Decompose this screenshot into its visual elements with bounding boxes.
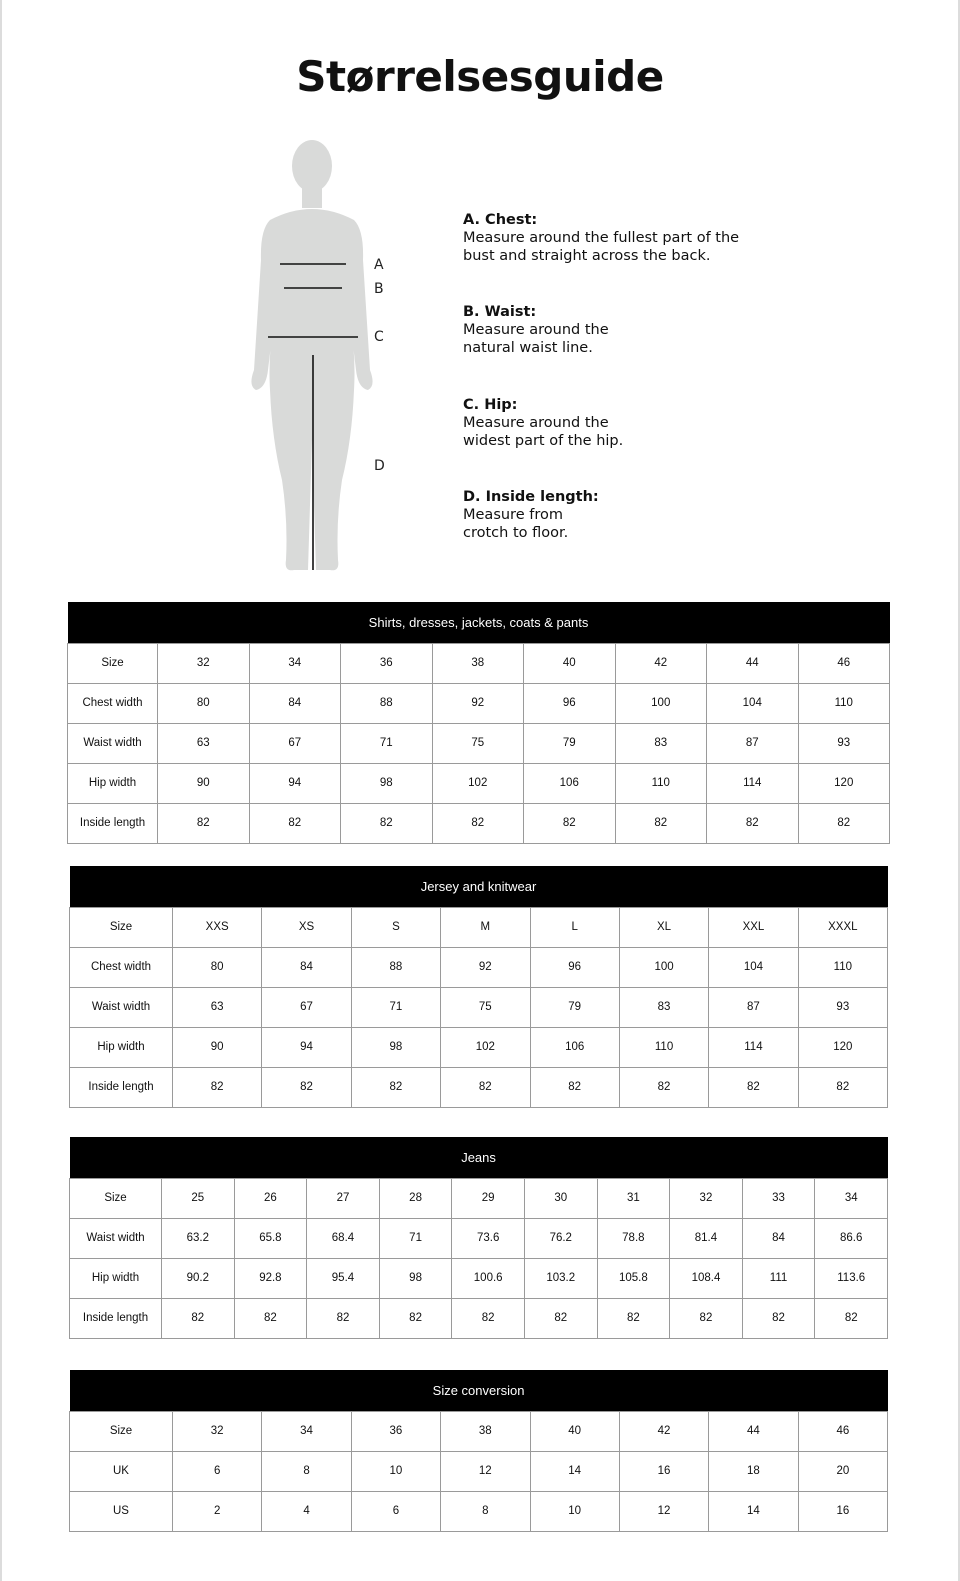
table-cell: 40 <box>530 1411 619 1451</box>
table-cell: 28 <box>379 1178 452 1218</box>
measurement-hip <box>463 396 783 450</box>
table-cell: 87 <box>707 723 799 763</box>
table-title: Jersey and knitwear <box>70 866 888 907</box>
table-cell: XL <box>619 907 708 947</box>
table-cell: 114 <box>709 1027 798 1067</box>
table-cell: 82 <box>452 1298 525 1338</box>
row-label: Size <box>70 1411 173 1451</box>
table-cell: 42 <box>615 643 707 683</box>
measurement-title: D. Inside length: <box>463 489 599 505</box>
table-cell: 14 <box>709 1491 798 1531</box>
table-cell: 79 <box>530 987 619 1027</box>
table-cell: 120 <box>798 1027 887 1067</box>
table-cell: L <box>530 907 619 947</box>
marker-c: C <box>374 329 384 345</box>
table-row <box>70 1027 888 1067</box>
measurement-inside-length <box>463 488 783 542</box>
table-cell: 75 <box>432 723 524 763</box>
table-cell: 10 <box>351 1451 440 1491</box>
row-label: Chest width <box>68 683 158 723</box>
table-cell: 82 <box>815 1298 888 1338</box>
measurement-body: Measure around the fullest part of the bust and straight across the back. <box>463 230 740 264</box>
body-figure <box>230 140 410 580</box>
table-cell: 63.2 <box>162 1218 235 1258</box>
table-cell: 67 <box>262 987 351 1027</box>
table-cell: 81.4 <box>670 1218 743 1258</box>
table-cell: 105.8 <box>597 1258 670 1298</box>
table-cell: 82 <box>670 1298 743 1338</box>
table-cell: 78.8 <box>597 1218 670 1258</box>
table-cell: 90 <box>173 1027 262 1067</box>
table-cell: 82 <box>707 803 799 843</box>
table-row <box>70 1218 888 1258</box>
table-row <box>68 683 890 723</box>
row-label: Waist width <box>70 987 173 1027</box>
table-cell: 93 <box>798 987 887 1027</box>
table-cell: 36 <box>341 643 433 683</box>
table-cell: 79 <box>524 723 616 763</box>
table-cell: 102 <box>441 1027 530 1067</box>
table-cell: 120 <box>798 763 890 803</box>
table-row <box>70 947 888 987</box>
row-label: Inside length <box>70 1067 173 1107</box>
table-cell: 8 <box>262 1451 351 1491</box>
table-cell: 106 <box>524 763 616 803</box>
table-cell: 20 <box>798 1451 887 1491</box>
marker-b: B <box>374 281 384 297</box>
table-row <box>70 1298 888 1338</box>
table-cell: M <box>441 907 530 947</box>
table-cell: 38 <box>432 643 524 683</box>
table-cell: 82 <box>158 803 250 843</box>
table-cell: 104 <box>709 947 798 987</box>
table-title: Size conversion <box>70 1370 888 1411</box>
table-cell: 98 <box>351 1027 440 1067</box>
table-cell: 82 <box>351 1067 440 1107</box>
table-cell: 26 <box>234 1178 307 1218</box>
table-cell: 40 <box>524 643 616 683</box>
table-cell: S <box>351 907 440 947</box>
table-cell: 16 <box>619 1451 708 1491</box>
row-label: Waist width <box>68 723 158 763</box>
table-cell: 10 <box>530 1491 619 1531</box>
table-cell: 14 <box>530 1451 619 1491</box>
row-label: UK <box>70 1451 173 1491</box>
row-label: Size <box>70 907 173 947</box>
page-title: Størrelsesguide <box>296 52 664 101</box>
body-silhouette-icon <box>230 140 410 580</box>
measurement-title: A. Chest: <box>463 212 538 228</box>
size-table-shirts <box>67 602 890 844</box>
table-cell: 104 <box>707 683 799 723</box>
table-cell: 113.6 <box>815 1258 888 1298</box>
table-cell: 46 <box>798 1411 887 1451</box>
table-cell: 100 <box>615 683 707 723</box>
table-cell: 108.4 <box>670 1258 743 1298</box>
table-cell: 110 <box>798 947 887 987</box>
table-cell: 16 <box>798 1491 887 1531</box>
table-cell: 87 <box>709 987 798 1027</box>
table-cell: 82 <box>307 1298 380 1338</box>
table-cell: 65.8 <box>234 1218 307 1258</box>
table-cell: 2 <box>173 1491 262 1531</box>
table-cell: 44 <box>707 643 799 683</box>
table-cell: 82 <box>262 1067 351 1107</box>
table-cell: 71 <box>379 1218 452 1258</box>
row-label: Hip width <box>70 1027 173 1067</box>
table-cell: 82 <box>709 1067 798 1107</box>
table-cell: 63 <box>173 987 262 1027</box>
row-label: Hip width <box>70 1258 162 1298</box>
table-title: Shirts, dresses, jackets, coats & pants <box>68 602 890 643</box>
table-cell: 80 <box>173 947 262 987</box>
table-cell: XXS <box>173 907 262 947</box>
table-cell: 95.4 <box>307 1258 380 1298</box>
table-cell: 110 <box>619 1027 708 1067</box>
table-cell: 44 <box>709 1411 798 1451</box>
table-cell: 12 <box>441 1451 530 1491</box>
table-cell: 110 <box>798 683 890 723</box>
table-cell: 18 <box>709 1451 798 1491</box>
table-title: Jeans <box>70 1137 888 1178</box>
table-cell: 31 <box>597 1178 670 1218</box>
measurement-title: C. Hip: <box>463 397 518 413</box>
table-cell: 82 <box>432 803 524 843</box>
table-cell: 82 <box>379 1298 452 1338</box>
row-label: Size <box>68 643 158 683</box>
table-cell: 88 <box>351 947 440 987</box>
table-cell: 98 <box>379 1258 452 1298</box>
table-cell: 82 <box>530 1067 619 1107</box>
table-cell: 75 <box>441 987 530 1027</box>
row-label: Size <box>70 1178 162 1218</box>
table-cell: 32 <box>158 643 250 683</box>
table-cell: 34 <box>815 1178 888 1218</box>
table-cell: XXXL <box>798 907 887 947</box>
row-label: Hip width <box>68 763 158 803</box>
table-row <box>70 1067 888 1107</box>
marker-d: D <box>374 458 385 474</box>
table-cell: 96 <box>530 947 619 987</box>
size-table-jersey <box>69 866 888 1108</box>
table-cell: 90 <box>158 763 250 803</box>
table-cell: 93 <box>798 723 890 763</box>
table-cell: 110 <box>615 763 707 803</box>
measurement-body: Measure from crotch to floor. <box>463 507 569 541</box>
table-cell: 98 <box>341 763 433 803</box>
table-cell: 82 <box>524 803 616 843</box>
table-cell: 36 <box>351 1411 440 1451</box>
table-cell: 71 <box>341 723 433 763</box>
measurement-body: Measure around the natural waist line. <box>463 322 609 356</box>
table-cell: 100 <box>619 947 708 987</box>
table-cell: 82 <box>619 1067 708 1107</box>
row-label: Chest width <box>70 947 173 987</box>
table-cell: XS <box>262 907 351 947</box>
table-cell: 88 <box>341 683 433 723</box>
table-cell: 82 <box>234 1298 307 1338</box>
table-cell: 32 <box>670 1178 743 1218</box>
table-cell: 82 <box>742 1298 815 1338</box>
table-cell: 92.8 <box>234 1258 307 1298</box>
table-cell: 90.2 <box>162 1258 235 1298</box>
table-cell: 100.6 <box>452 1258 525 1298</box>
measurement-body: Measure around the widest part of the hip. <box>463 415 624 449</box>
table-row <box>70 987 888 1027</box>
table-cell: 82 <box>524 1298 597 1338</box>
table-cell: 82 <box>162 1298 235 1338</box>
table-cell: 6 <box>351 1491 440 1531</box>
table-row <box>70 1178 888 1218</box>
table-cell: 4 <box>262 1491 351 1531</box>
page-edge-left <box>0 0 2 1581</box>
table-cell: 67 <box>249 723 341 763</box>
table-cell: 114 <box>707 763 799 803</box>
table-cell: 38 <box>441 1411 530 1451</box>
table-cell: 83 <box>619 987 708 1027</box>
table-cell: 25 <box>162 1178 235 1218</box>
table-cell: 84 <box>262 947 351 987</box>
table-cell: 68.4 <box>307 1218 380 1258</box>
measurement-chest <box>463 211 783 265</box>
table-cell: 6 <box>173 1451 262 1491</box>
size-table-conversion <box>69 1370 888 1532</box>
table-cell: 46 <box>798 643 890 683</box>
table-cell: 8 <box>441 1491 530 1531</box>
table-cell: 111 <box>742 1258 815 1298</box>
table-cell: 12 <box>619 1491 708 1531</box>
table-cell: 84 <box>249 683 341 723</box>
table-cell: 76.2 <box>524 1218 597 1258</box>
table-cell: 96 <box>524 683 616 723</box>
table-cell: XXL <box>709 907 798 947</box>
marker-a: A <box>374 257 384 273</box>
table-cell: 82 <box>249 803 341 843</box>
table-cell: 32 <box>173 1411 262 1451</box>
table-row <box>70 1411 888 1451</box>
row-label: US <box>70 1491 173 1531</box>
table-row <box>68 803 890 843</box>
table-cell: 84 <box>742 1218 815 1258</box>
table-cell: 82 <box>615 803 707 843</box>
table-cell: 82 <box>173 1067 262 1107</box>
table-cell: 103.2 <box>524 1258 597 1298</box>
row-label: Inside length <box>70 1298 162 1338</box>
table-cell: 94 <box>249 763 341 803</box>
row-label: Inside length <box>68 803 158 843</box>
table-cell: 102 <box>432 763 524 803</box>
table-cell: 86.6 <box>815 1218 888 1258</box>
table-cell: 106 <box>530 1027 619 1067</box>
table-cell: 34 <box>249 643 341 683</box>
row-label: Waist width <box>70 1218 162 1258</box>
table-cell: 82 <box>798 1067 887 1107</box>
table-cell: 71 <box>351 987 440 1027</box>
table-row <box>68 643 890 683</box>
table-cell: 34 <box>262 1411 351 1451</box>
table-row <box>70 1451 888 1491</box>
table-cell: 92 <box>432 683 524 723</box>
table-cell: 63 <box>158 723 250 763</box>
table-cell: 27 <box>307 1178 380 1218</box>
table-cell: 82 <box>798 803 890 843</box>
table-cell: 82 <box>341 803 433 843</box>
measurement-waist <box>463 303 783 357</box>
table-row <box>70 1491 888 1531</box>
measurement-title: B. Waist: <box>463 304 537 320</box>
table-cell: 82 <box>441 1067 530 1107</box>
table-cell: 94 <box>262 1027 351 1067</box>
table-cell: 82 <box>597 1298 670 1338</box>
table-row <box>70 907 888 947</box>
table-cell: 29 <box>452 1178 525 1218</box>
size-table-jeans <box>69 1137 888 1339</box>
table-cell: 30 <box>524 1178 597 1218</box>
table-cell: 92 <box>441 947 530 987</box>
table-cell: 83 <box>615 723 707 763</box>
table-cell: 42 <box>619 1411 708 1451</box>
table-cell: 33 <box>742 1178 815 1218</box>
table-row <box>70 1258 888 1298</box>
table-row <box>68 723 890 763</box>
table-row <box>68 763 890 803</box>
table-cell: 80 <box>158 683 250 723</box>
table-cell: 73.6 <box>452 1218 525 1258</box>
